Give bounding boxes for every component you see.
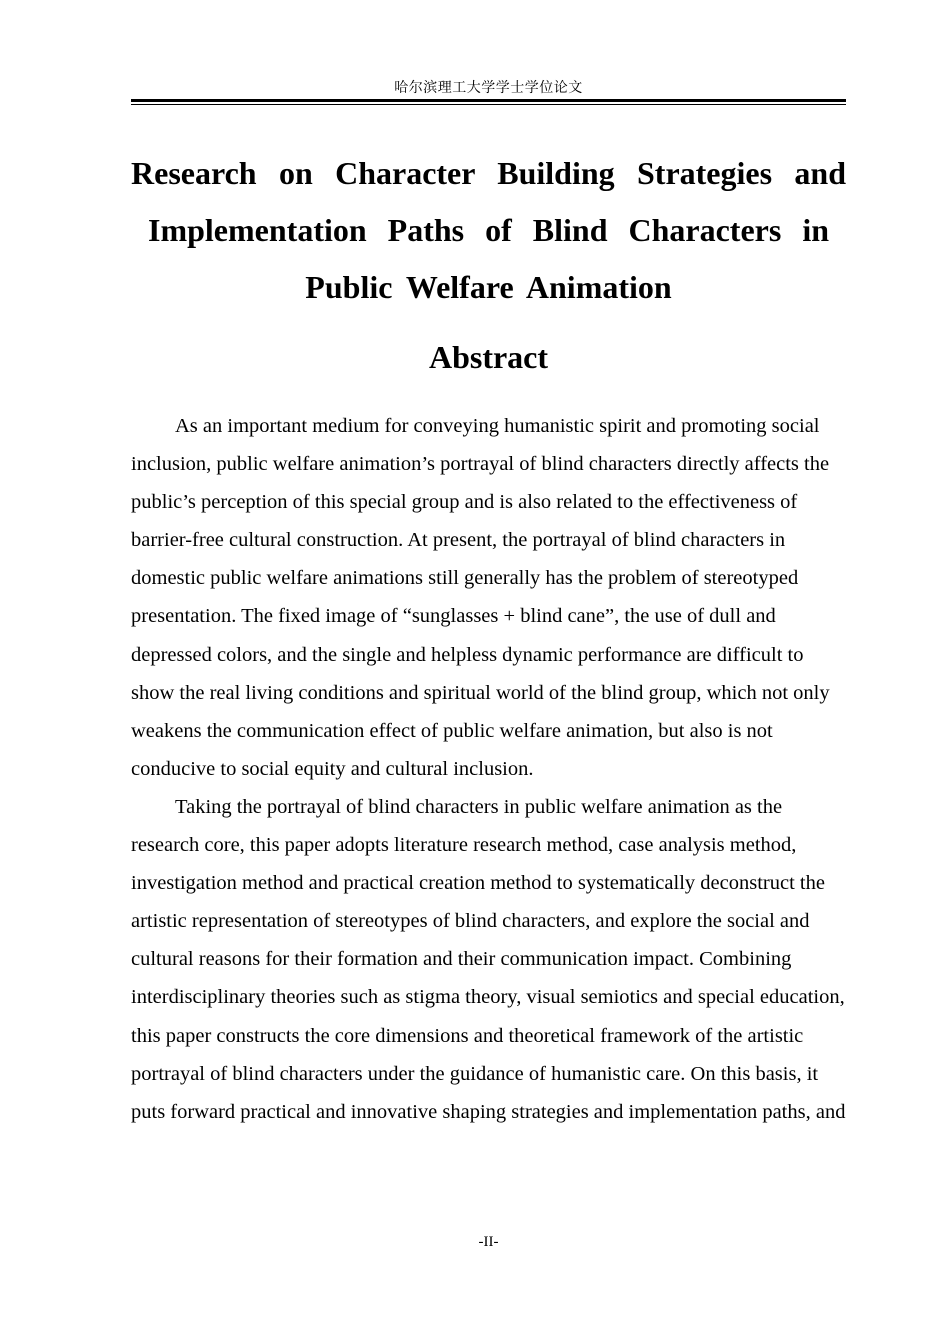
- abstract-paragraph-2: Taking the portrayal of blind characters in public welfare animation as the research core, this paper adopts literature research method, case analysis method, investigation method and practical creation method to systematically deconstruct the artistic representation of stereotypes of blind characters, and explore the social and cultural reasons for their formation and their communication impact. Combining interdisciplinary theories such as stigma theory, visual semiotics and special education, this paper constructs the core dimensions and theoretical framework of the artistic portrayal of blind characters under the guidance of humanistic care. On this basis, it puts forward practical and innovative shaping strategies and implementation paths, and: [131, 795, 846, 1123]
- header-rule-thin: [131, 104, 846, 105]
- title-line-1: Research on Character Building Strategies and: [131, 155, 846, 191]
- abstract-heading: Abstract: [428, 339, 549, 375]
- running-header: 哈尔滨理工大学学士学位论文: [394, 80, 583, 96]
- header-rule-thick: [131, 99, 846, 102]
- title-line-3: Public Welfare Animation: [305, 269, 672, 305]
- title-line-2: Implementation Paths of Blind Characters in: [148, 212, 829, 248]
- page-number: -II-: [478, 1234, 499, 1250]
- abstract-paragraph-1: As an important medium for conveying humanistic spirit and promoting social inclusion, public welfare animation’s portrayal of blind characters directly affects the public’s perception of this special group and is also related to the effectiveness of barrier-free cultural construction. At present, the portrayal of blind characters in domestic public welfare animations still generally has the problem of stereotyped presentation. The fixed image of “sunglasses + blind cane”, the use of dull and depressed colors, and the single and helpless dynamic performance are difficult to show the real living conditions and spiritual world of the blind group, which not only weakens the communication effect of public welfare animation, but also is not conducive to social equity and cultural inclusion.: [131, 415, 830, 780]
- thesis-title: [131, 145, 846, 316]
- abstract-body: [131, 407, 846, 1131]
